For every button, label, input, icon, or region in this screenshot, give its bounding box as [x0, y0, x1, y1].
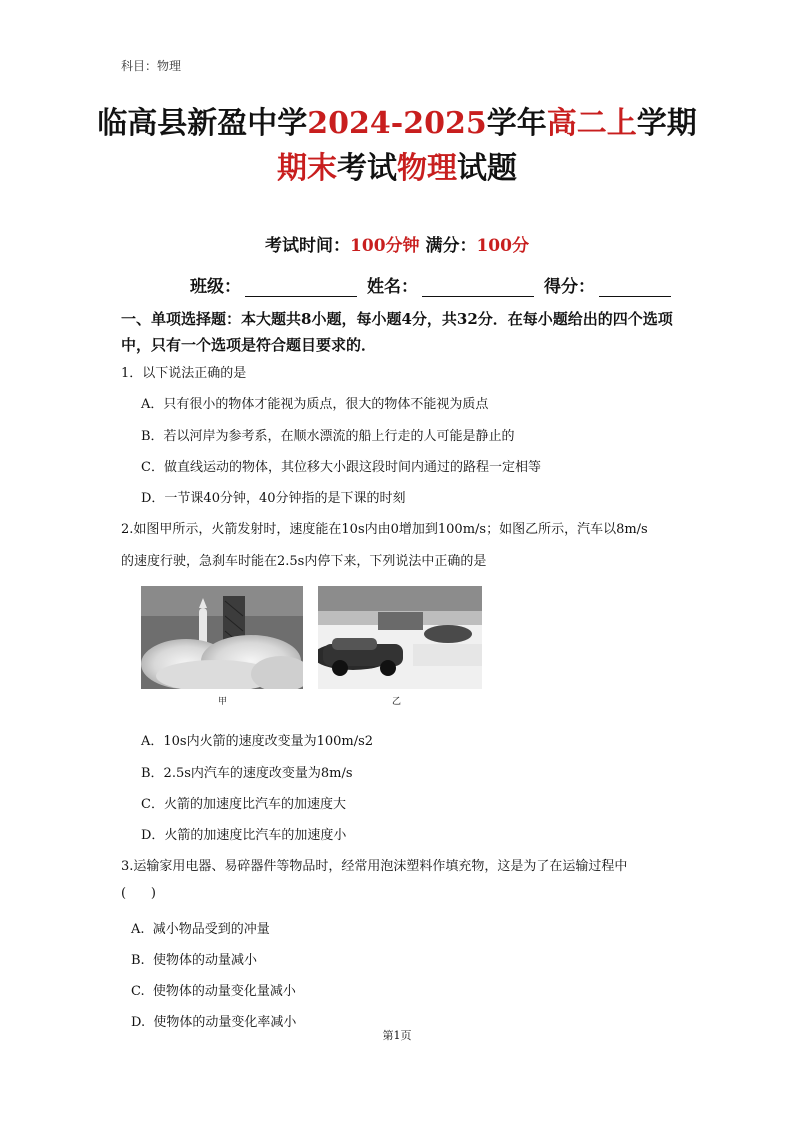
time-value: 100分钟 [350, 236, 420, 256]
title-line1-segment-1: 2024-2025 [307, 106, 487, 141]
car-braking-photo [318, 586, 482, 689]
class-label: 班级： [190, 277, 241, 297]
q1-option-d: D．一节课40分钟，40分钟指的是下课的时刻 [141, 491, 406, 506]
class-field [190, 272, 357, 297]
full-score-label: 满分： [425, 236, 477, 256]
subject-label: 科目：物理 [121, 59, 182, 73]
figure-caption-a: 甲 [218, 697, 228, 707]
score-field [544, 272, 671, 297]
q1-option-c: C．做直线运动的物体，其位移大小跟这段时间内通过的路程一定相等 [141, 460, 541, 475]
student-fields [190, 272, 681, 297]
q1-option-a: A．只有很小的物体才能视为质点，很大的物体不能视为质点 [141, 397, 489, 412]
exam-title-line1 [0, 98, 794, 142]
title-line2-segment-1: 考试 [337, 151, 397, 186]
q3-option-a: A. 减小物品受到的冲量 [131, 922, 270, 937]
title-line1-segment-2: 学年 [486, 106, 547, 141]
q3-option-b: B. 使物体的动量减小 [131, 953, 257, 968]
q3-option-d: D. 使物体的动量变化率减小 [131, 1015, 297, 1030]
figure-caption-b: 乙 [392, 697, 402, 707]
q3-stem-line1: 3.运输家用电器、易碎器件等物品时，经常用泡沫塑料作填充物，这是为了在运输过程中 [121, 859, 628, 874]
section-heading: 一、单项选择题：本大题共8小题，每小题4分，共32分．在每小题给出的四个选项中，只有一个选项是符合题目要求的． [121, 310, 673, 354]
title-line1-segment-3: 高二上 [546, 106, 637, 141]
name-label: 姓名： [367, 277, 418, 297]
q3-stem-line2: ( ) [121, 886, 156, 901]
q2-option-c: C．火箭的加速度比汽车的加速度大 [141, 797, 346, 812]
q2-option-d: D．火箭的加速度比汽车的加速度小 [141, 828, 347, 843]
q2-option-b: B．2.5s内汽车的速度改变量为8m/s [141, 766, 353, 781]
exam-title-line2 [0, 143, 794, 187]
time-label: 考试时间： [265, 236, 351, 256]
score-label: 得分： [544, 277, 595, 297]
q2-stem-line1: 2.如图甲所示，火箭发射时，速度能在10s内由0增加到100m/s；如图乙所示，汽车以8m/s [121, 522, 648, 537]
name-field [367, 272, 534, 297]
name-blank[interactable] [422, 278, 534, 297]
class-blank[interactable] [245, 278, 357, 297]
q2-option-a: A．10s内火箭的速度改变量为100m/s2 [141, 734, 374, 749]
q2-stem-line2: 的速度行驶，急刹车时能在2.5s内停下来，下列说法中正确的是 [121, 554, 487, 569]
title-line2-segment-2: 物理 [397, 151, 457, 186]
q1-stem: 1．以下说法正确的是 [121, 366, 247, 381]
q3-option-c: C. 使物体的动量变化量减小 [131, 984, 296, 999]
page-number: 第1页 [382, 1029, 412, 1042]
title-line2-segment-0: 期末 [277, 151, 337, 186]
title-line1-segment-0: 临高县新盈中学 [97, 106, 308, 141]
rocket-launch-photo [141, 586, 303, 689]
title-line2-segment-3: 试题 [457, 151, 517, 186]
exam-info [0, 231, 794, 256]
full-score-value: 100分 [476, 236, 529, 256]
q1-option-b: B．若以河岸为参考系，在顺水漂流的船上行走的人可能是静止的 [141, 429, 515, 444]
score-blank[interactable] [599, 278, 671, 297]
title-line1-segment-4: 学期 [636, 106, 697, 141]
